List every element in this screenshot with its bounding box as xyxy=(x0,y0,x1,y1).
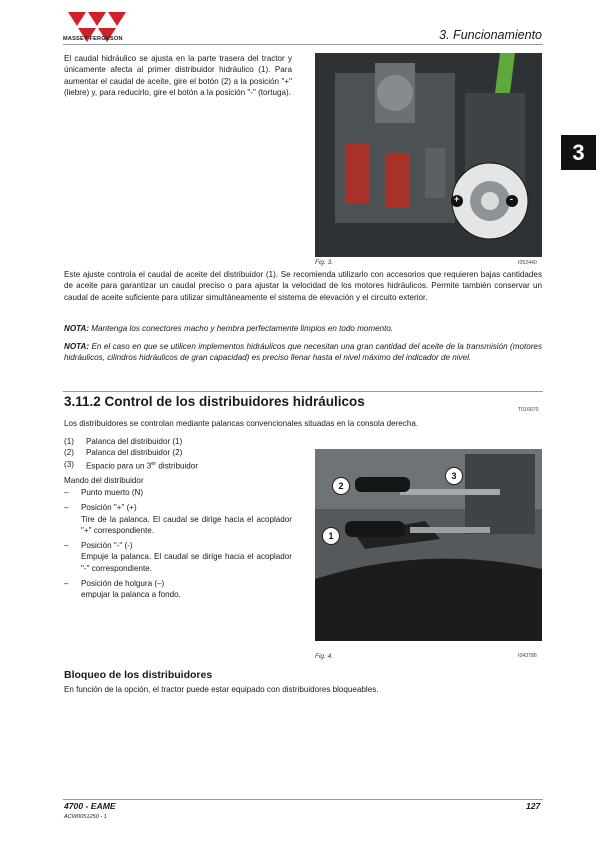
list-item: – Punto muerto (N) xyxy=(64,488,144,497)
doc-code: ACW0051250 - 1 xyxy=(64,814,107,820)
flow-control-paragraph: Este ajuste controla el caudal de aceite del distribuidor (1). Se recomienda utilizarlo con accesorios que requieren bajas cantidades de aceite para garantizar un caudal preciso o para ajustar la velocidad de los motores hidráulicos. Permite también conservar un caudal de aceite suficiente para utilizar simultáneamente el sistema de elevación y el circuito exterior. xyxy=(64,270,542,302)
note-2-label: NOTA: xyxy=(64,342,90,351)
section-code: T016670 xyxy=(518,407,539,413)
section-rule xyxy=(63,391,543,392)
list-item: (3) Espacio para un 3er distribuidor xyxy=(64,459,198,471)
part-list xyxy=(64,436,294,472)
note-2-text: En el caso en que se utilicen implementos hidráulicos que necesitan una gran cantidad del aceite de la transmisión (motores hidráulicos, cilindros hidráulicos de gran capacidad) es preciso llenar hasta el nivel máximo del indicador de nivel. xyxy=(64,342,542,363)
section-intro: Los distribuidores se controlan mediante palancas convencionales situadas en la consola derecha. xyxy=(64,419,419,428)
figure-3-code: I052440 xyxy=(518,260,537,266)
figure-3-label: Fig. 3. xyxy=(315,259,334,266)
list-item: – Posición "-" (-) Empuje la palanca. El caudal se dirige hacia el acoplador "-" correspondiente. xyxy=(64,541,292,573)
callout-2: 2 xyxy=(332,477,350,495)
list-item: (1) Palanca del distribuidor (1) xyxy=(64,437,183,446)
note-1-text: Mantenga los conectores macho y hembra perfectamente limpios en todo momento. xyxy=(91,324,394,333)
locking-title: Bloqueo de los distribuidores xyxy=(64,669,213,681)
header-rule xyxy=(63,44,543,45)
locking-text: En función de la opción, el tractor puede estar equipado con distribuidores bloqueables. xyxy=(64,685,379,694)
list-item: – Posición de holgura (–) empujar la palanca a fondo. xyxy=(64,579,181,600)
control-levers-image xyxy=(315,449,542,641)
footer-rule xyxy=(63,799,543,800)
intro-paragraph: El caudal hidráulico se ajusta en la parte trasera del tractor y únicamente afecta al primer distribuidor hidráulico (1). Para aumentar el caudal de aceite, gire el botón (2) a la posición "+" (liebre) y, para reducirlo, gire el botón a la posición "-" (tortuga). xyxy=(64,54,292,97)
note-1-label: NOTA: xyxy=(64,324,90,333)
page-number: 127 xyxy=(526,801,541,811)
list-item: – Posición "+" (+) Tire de la palanca. El caudal se dirige hacia el acoplador "+" correspondiente. xyxy=(64,503,292,535)
figure-4-code: I043786 xyxy=(518,653,537,659)
footer-model: 4700 - EAME xyxy=(64,801,116,811)
position-list xyxy=(64,487,292,601)
note-1 xyxy=(64,323,542,334)
callout-1: 1 xyxy=(322,527,340,545)
plus-symbol: + xyxy=(454,194,460,204)
minus-symbol: - xyxy=(510,194,513,204)
figure-4-photo xyxy=(315,449,542,641)
callout-3: 3 xyxy=(445,467,463,485)
figure-3-photo xyxy=(315,53,542,257)
chapter-title: 3. Funcionamiento xyxy=(439,28,542,42)
control-heading: Mando del distribuidor xyxy=(64,476,144,485)
figure-4-label: Fig. 4. xyxy=(315,653,334,660)
brand-name: MASSEY FERGUSON xyxy=(63,36,123,42)
note-2 xyxy=(64,341,542,364)
list-item: (2) Palanca del distribuidor (2) xyxy=(64,448,183,458)
section-title: 3.11.2 Control de los distribuidores hidráulicos xyxy=(64,394,365,409)
hydraulic-valve-image xyxy=(315,53,542,257)
chapter-tab: 3 xyxy=(561,135,596,170)
